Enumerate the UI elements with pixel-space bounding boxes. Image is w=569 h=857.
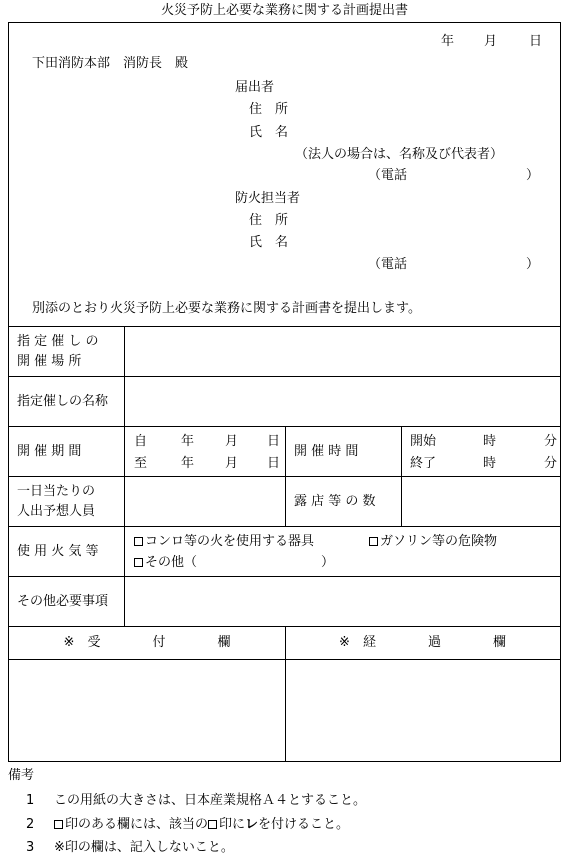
- fire-option-hazardous[interactable]: [369, 534, 497, 550]
- rule-visitors-bottom: [9, 526, 560, 527]
- event-name-label: 指定催しの名称: [17, 394, 109, 409]
- submission-statement: 別添のとおり火災予防上必要な業務に関する計画書を提出します。: [32, 301, 421, 316]
- progress-column-label: ※ 経 過 欄: [339, 635, 506, 650]
- checkbox-appliance[interactable]: [134, 537, 143, 546]
- remark-3-number: 3: [26, 840, 35, 855]
- submitter-name-label: 氏 名: [249, 125, 289, 140]
- remark-2-text: 印のある欄には、該当の 印にレを付けること。: [54, 817, 349, 833]
- checkbox-symbol: [54, 820, 63, 829]
- checkbox-hazardous[interactable]: [369, 537, 378, 546]
- fire-option-other[interactable]: [134, 555, 197, 571]
- rule-mid-column-2: [401, 426, 402, 526]
- rule-header-bottom: [9, 326, 560, 327]
- time-start-minute: 分: [544, 434, 558, 449]
- fire-option-appliance-text: コンロ等の火を使用する器具: [145, 534, 315, 549]
- period-from-year: 年: [181, 434, 195, 449]
- period-to: 至: [134, 456, 148, 471]
- checkbox-symbol: [208, 820, 217, 829]
- venue-label-line2: 開 催 場 所: [17, 354, 82, 369]
- period-from-month: 月: [225, 434, 239, 449]
- visitors-label-line2: 人出予想人員: [17, 504, 96, 519]
- remark-1-text: この用紙の大きさは、日本産業規格Ａ４とすること。: [54, 793, 367, 808]
- fire-manager-phone-open: （電話: [368, 257, 408, 272]
- rule-label-column: [124, 326, 125, 626]
- fire-option-other-close: ）: [321, 555, 335, 570]
- period-to-month: 月: [225, 456, 239, 471]
- remarks-heading: 備考: [8, 768, 35, 783]
- other-items-label: その他必要事項: [17, 594, 109, 609]
- time-start-hour: 時: [483, 434, 497, 449]
- fire-manager-heading: 防火担当者: [235, 191, 301, 206]
- time-end-minute: 分: [544, 456, 558, 471]
- submitter-heading: 届出者: [235, 80, 275, 95]
- remark-3-text: ※印の欄は、記入しないこと。: [54, 840, 234, 855]
- reception-column-label: ※ 受 付 欄: [63, 635, 231, 650]
- period-to-day: 日: [267, 456, 281, 471]
- date-day: 日: [529, 34, 543, 49]
- period-to-year: 年: [181, 456, 195, 471]
- fire-manager-address-label: 住 所: [249, 213, 289, 228]
- time-start: 開始: [410, 434, 437, 449]
- period-from-day: 日: [267, 434, 281, 449]
- time-label: 開 催 時 間: [294, 444, 359, 459]
- rule-fire-bottom: [9, 576, 560, 577]
- time-end: 終了: [410, 456, 437, 471]
- check-mark: レ: [245, 817, 259, 832]
- fire-option-other-text: その他（: [145, 555, 198, 570]
- venue-label-line1: 指 定 催 し の: [17, 334, 99, 349]
- remark-2-number: 2: [26, 817, 35, 832]
- checkbox-other[interactable]: [134, 558, 143, 567]
- date-month: 月: [484, 34, 498, 49]
- page-title: 火災予防上必要な業務に関する計画提出書: [160, 3, 408, 18]
- fire-manager-phone-close: ）: [526, 257, 540, 272]
- time-end-hour: 時: [483, 456, 497, 471]
- corporation-note: （法人の場合は、名称及び代表者）: [295, 147, 504, 162]
- submitter-address-label: 住 所: [249, 102, 289, 117]
- fire-option-appliance[interactable]: [134, 534, 314, 550]
- fire-option-hazardous-text: ガソリン等の危険物: [380, 534, 498, 549]
- remark-1-number: 1: [26, 793, 35, 808]
- addressee: 下田消防本部 消防長 殿: [32, 56, 189, 71]
- submission-form: [8, 22, 561, 762]
- stalls-label: 露 店 等 の 数: [294, 494, 376, 509]
- rule-mid-column-1: [285, 426, 286, 526]
- fire-use-label: 使 用 火 気 等: [17, 544, 99, 559]
- rule-venue-bottom: [9, 376, 560, 377]
- submitter-phone-open: （電話: [368, 168, 408, 183]
- fire-manager-name-label: 氏 名: [249, 235, 289, 250]
- period-from: 自: [134, 434, 148, 449]
- submitter-phone-close: ）: [526, 168, 540, 183]
- period-label: 開 催 期 間: [17, 444, 82, 459]
- visitors-label-line1: 一日当たりの: [17, 484, 96, 499]
- date-year: 年: [441, 34, 455, 49]
